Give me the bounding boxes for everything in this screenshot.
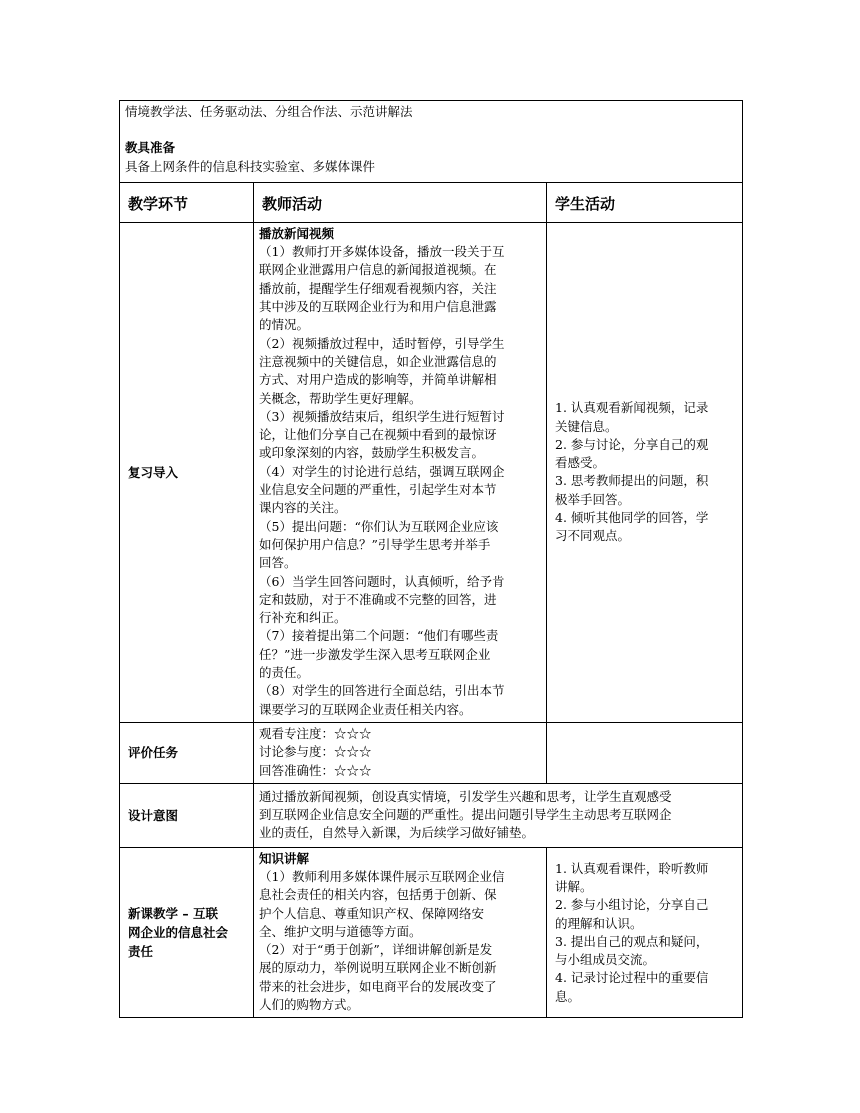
- text-line: 到互联网企业信息安全问题的严重性。提出问题引导学生主动思考互联网企: [259, 807, 672, 823]
- evaluation-empty-cell: [547, 722, 743, 783]
- text-line: （2）视频播放过程中，适时暂停，引导学生: [259, 335, 505, 351]
- review-teacher-lines: [259, 243, 541, 719]
- text-line: 息。: [555, 988, 581, 1004]
- text-line: 极举手回答。: [555, 491, 631, 507]
- header-teacher: 教师活动: [254, 182, 547, 222]
- methods-text: 情境教学法、任务驱动法、分组合作法、示范讲解法: [125, 104, 413, 119]
- text-line: 与小组成员交流。: [555, 952, 656, 968]
- text-line: 观看专注度：☆☆☆: [259, 725, 372, 741]
- text-line: 全、维护文明与道德等方面。: [259, 923, 422, 939]
- text-line: 1. 认真观看新闻视频，记录: [555, 400, 709, 416]
- text-line: （1）教师打开多媒体设备，播放一段关于互: [259, 244, 505, 260]
- text-line: （6）当学生回答问题时，认真倾听，给予肯: [259, 573, 505, 589]
- review-teacher-cell: [254, 222, 547, 722]
- text-line: 责任: [128, 944, 154, 960]
- text-line: 任？”进一步激发学生深入思考互联网企业: [259, 646, 491, 662]
- text-line: 护个人信息、尊重知识产权、保障网络安: [259, 905, 485, 921]
- text-line: 展的原动力，举例说明互联网企业不断创新: [259, 960, 497, 976]
- newlesson-row: [120, 847, 743, 1018]
- text-line: 讲解。: [555, 878, 593, 894]
- text-line: 关概念，帮助学生更好理解。: [259, 390, 422, 406]
- newlesson-teacher-cell: [254, 847, 547, 1018]
- newlesson-stage-lines: [128, 904, 248, 961]
- newlesson-teacher-lines: [259, 868, 541, 1014]
- text-line: （1）教师利用多媒体课件展示互联网企业信: [259, 868, 505, 884]
- header-student: 学生活动: [547, 182, 743, 222]
- evaluation-row: [120, 722, 743, 783]
- tools-title: 教具准备: [125, 140, 176, 156]
- text-line: 新课教学 – 互联: [128, 906, 218, 922]
- text-line: 课要学习的互联网企业责任相关内容。: [259, 701, 472, 717]
- text-line: 其中涉及的互联网企业行为和用户信息泄露: [259, 299, 497, 315]
- evaluation-stage-label: 评价任务: [120, 722, 254, 783]
- text-line: 通过播放新闻视频，创设真实情境，引发学生兴趣和思考，让学生直观感受: [259, 788, 672, 804]
- newlesson-student-cell: [547, 847, 743, 1018]
- text-line: 的责任。: [259, 665, 310, 681]
- text-line: 行补充和纠正。: [259, 610, 347, 626]
- text-line: 关键信息。: [555, 418, 618, 434]
- text-line: 3. 思考教师提出的问题，积: [555, 473, 709, 489]
- design-stage-label: 设计意图: [120, 783, 254, 847]
- text-line: 回答。: [259, 555, 297, 571]
- newlesson-student-lines: [555, 860, 734, 1006]
- review-student-lines: [555, 399, 734, 545]
- text-line: 看感受。: [555, 455, 606, 471]
- review-stage-label: 复习导入: [120, 222, 254, 722]
- text-line: 讨论参与度：☆☆☆: [259, 744, 372, 760]
- design-cell: [254, 783, 743, 847]
- tools-text: 具备上网条件的信息科技实验室、多媒体课件: [125, 158, 376, 174]
- review-row: [120, 222, 743, 722]
- text-line: （5）提出问题：“你们认为互联网企业应该: [259, 518, 499, 534]
- text-line: （8）对学生的回答进行全面总结，引出本节: [259, 683, 505, 699]
- intro-cell: [120, 101, 743, 183]
- text-line: 或印象深刻的内容，鼓励学生积极发言。: [259, 445, 485, 461]
- newlesson-stage-label: [120, 847, 254, 1018]
- text-line: 2. 参与小组讨论，分享自己: [555, 897, 709, 913]
- text-line: 的情况。: [259, 317, 310, 333]
- review-student-cell: [547, 222, 743, 722]
- header-stage: 教学环节: [120, 182, 254, 222]
- evaluation-lines: [259, 725, 541, 780]
- text-line: 联网企业泄露用户信息的新闻报道视频。在: [259, 262, 497, 278]
- text-line: 带来的社会进步，如电商平台的发展改变了: [259, 978, 497, 994]
- design-row: [120, 783, 743, 847]
- text-line: 1. 认真观看课件，聆听教师: [555, 860, 709, 876]
- text-line: 业信息安全问题的严重性，引起学生对本节: [259, 482, 497, 498]
- design-lines: [259, 788, 737, 843]
- text-line: 论，让他们分享自己在视频中看到的最惊讶: [259, 427, 497, 443]
- text-line: （2）对于“勇于创新”，详细讲解创新是发: [259, 942, 493, 958]
- text-line: 注意视频中的关键信息，如企业泄露信息的: [259, 353, 497, 369]
- text-line: 4. 记录讨论过程中的重要信: [555, 970, 709, 986]
- text-line: 回答准确性：☆☆☆: [259, 762, 372, 778]
- text-line: 方式、对用户造成的影响等，并简单讲解相: [259, 372, 497, 388]
- text-line: 业的责任，自然导入新课，为后续学习做好铺垫。: [259, 825, 535, 841]
- text-line: 如何保护用户信息？”引导学生思考并举手: [259, 536, 491, 552]
- text-line: 3. 提出自己的观点和疑问，: [555, 933, 709, 949]
- text-line: 习不同观点。: [555, 528, 631, 544]
- text-line: 定和鼓励，对于不准确或不完整的回答，进: [259, 591, 497, 607]
- text-line: 课内容的关注。: [259, 500, 347, 516]
- text-line: （4）对学生的讨论进行总结，强调互联网企: [259, 463, 505, 479]
- text-line: 播放前，提醒学生仔细观看视频内容，关注: [259, 280, 497, 296]
- text-line: 的理解和认识。: [555, 915, 643, 931]
- evaluation-cell: [254, 722, 547, 783]
- newlesson-title: 知识讲解: [259, 850, 310, 866]
- text-line: 2. 参与讨论，分享自己的观: [555, 436, 709, 452]
- header-row: [120, 182, 743, 222]
- intro-row: [120, 101, 743, 183]
- text-line: （7）接着提出第二个问题：“他们有哪些责: [259, 628, 499, 644]
- lesson-plan-table: [119, 100, 743, 1018]
- text-line: 4. 倾听其他同学的回答，学: [555, 509, 709, 525]
- text-line: 息社会责任的相关内容，包括勇于创新、保: [259, 887, 497, 903]
- review-title: 播放新闻视频: [259, 225, 335, 241]
- text-line: 网企业的信息社会: [128, 925, 229, 941]
- text-line: 人们的购物方式。: [259, 997, 360, 1013]
- text-line: （3）视频播放结束后，组织学生进行短暂讨: [259, 408, 505, 424]
